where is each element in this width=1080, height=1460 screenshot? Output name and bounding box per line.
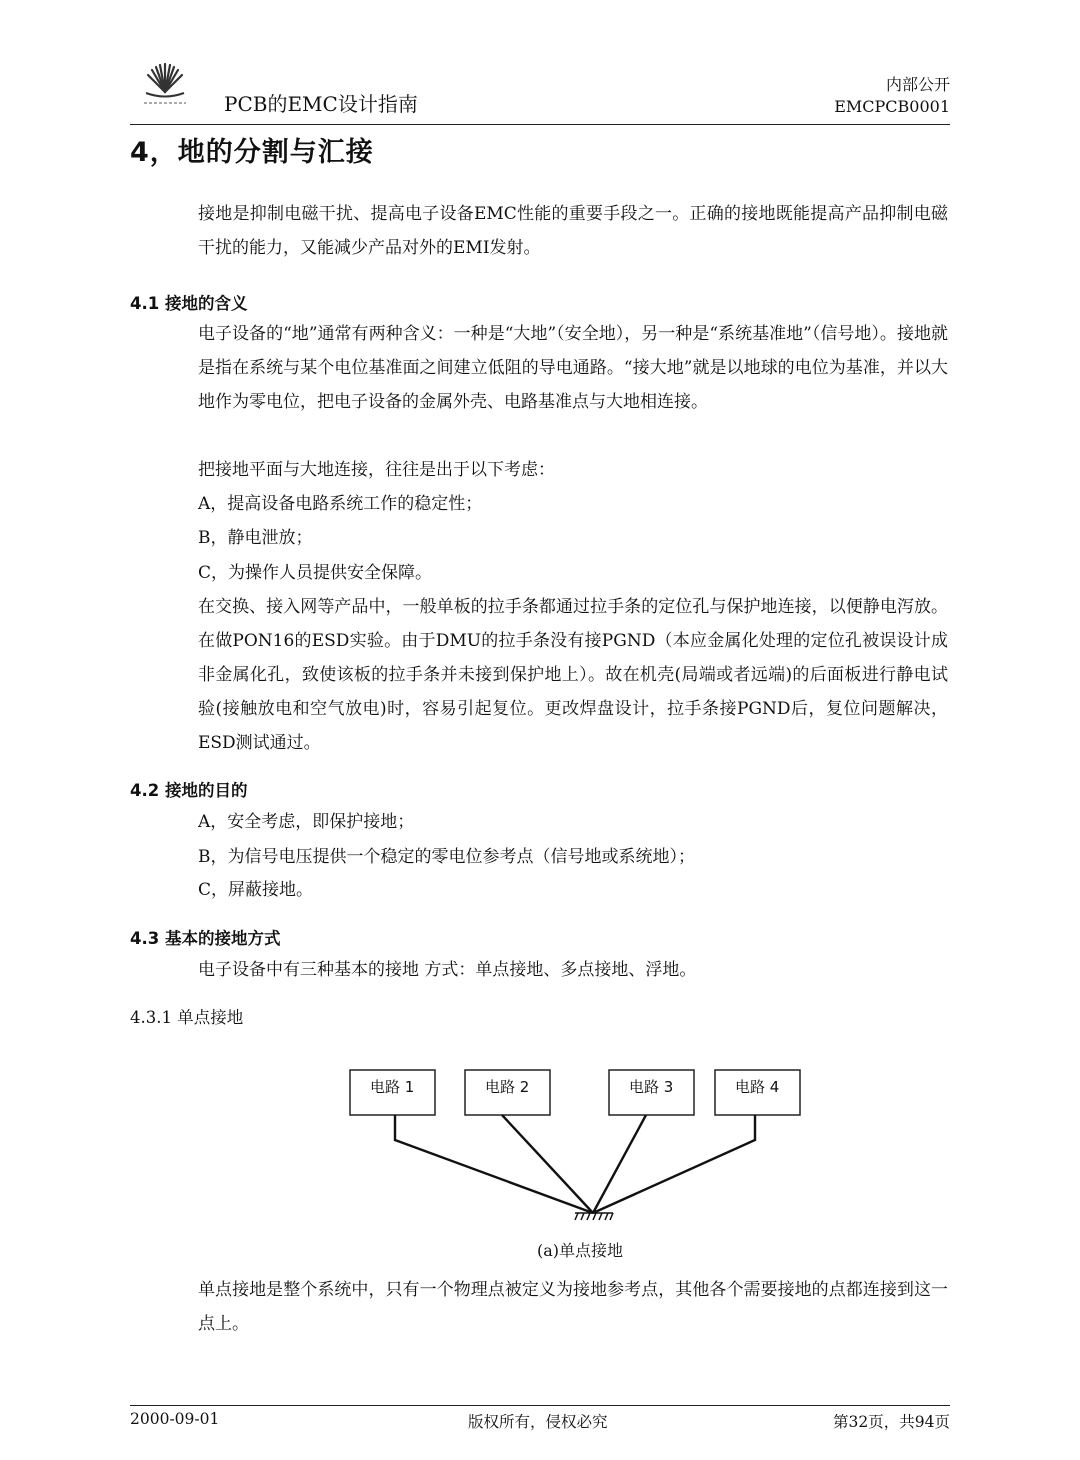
section-4-3-heading: 4.3 基本的接地方式 <box>130 929 281 948</box>
section-4-1-paragraph-2: 把接地平面与大地连接，往往是出于以下考虑： <box>198 460 555 480</box>
document-code: EMCPCB0001 <box>834 97 950 116</box>
section-4-2-heading: 4.2 接地的目的 <box>130 781 248 800</box>
page-header <box>130 60 950 125</box>
ground-wire-1 <box>395 1115 593 1213</box>
section-4-1-heading: 4.1 接地的含义 <box>130 294 248 313</box>
circuit-label-2: 电路 2 <box>485 1078 530 1096</box>
intro-text: 接地是抑制电磁干扰、提高电子设备EMC性能的重要手段之一。正确的接地既能提高产品抑制电磁干扰的能力，又能减少产品对外的EMI发射。 <box>198 204 948 258</box>
footer-page-number: 第32页，共94页 <box>833 1413 950 1431</box>
company-logo <box>130 62 200 110</box>
paragraph-text: 单点接地是整个系统中，只有一个物理点被定义为接地参考点，其他各个需要接地的点都连接到这一点上。 <box>198 1280 948 1334</box>
list-item-b: B，为信号电压提供一个稳定的零电位参考点（信号地或系统地）； <box>198 847 695 867</box>
footer-date: 2000-09-01 <box>130 1410 220 1428</box>
subsection-4-3-1-heading: 4.3.1 单点接地 <box>130 1008 244 1027</box>
circuit-label-1: 电路 1 <box>370 1078 415 1096</box>
section-4-3-paragraph: 电子设备中有三种基本的接地 方式：单点接地、多点接地、浮地。 <box>198 960 697 980</box>
ground-symbol <box>575 1213 613 1220</box>
section-4-1-paragraph-1 <box>130 317 948 419</box>
ground-wire-3 <box>593 1115 646 1213</box>
chapter-title: 4，地的分割与汇接 <box>130 137 374 168</box>
paragraph-text: 在交换、接入网等产品中，一般单板的拉手条都通过拉手条的定位孔与保护地连接，以便静电泻放。 在做PON16的ESD实验。由于DMU的拉手条没有接PGND（本应金属化处理的定位孔被误设计成非金属化孔，致使该板的拉手条并未接到保护地上）。故在机壳(局端或者远端)的后面板进行静电试验(接触放电和空气放电)时，容易引起复位。更改焊盘设计，拉手条接PGND后，复位问题解决，ESD测试通过。 <box>198 597 948 753</box>
footer-copyright: 版权所有，侵权必究 <box>468 1413 608 1431</box>
classification-label: 内部公开 <box>885 75 950 94</box>
paragraph-text: 电子设备的“地”通常有两种含义：一种是“大地”（安全地），另一种是“系统基准地”（信号地）。接地就是指在系统与某个电位基准面之间建立低阻的导电通路。“接大地”就是以地球的电位为基准，并以大地作为零电位，把电子设备的金属外壳、电路基准点与大地相连接。 <box>198 324 948 412</box>
list-item-b: B，静电泄放； <box>198 528 313 548</box>
intro-paragraph <box>130 197 948 265</box>
list-item-c: C，为操作人员提供安全保障。 <box>198 563 433 583</box>
single-point-description <box>130 1273 948 1341</box>
section-4-1-paragraph-3 <box>130 590 948 760</box>
document-title: PCB的EMC设计指南 <box>224 92 418 116</box>
ground-wire-2 <box>502 1115 593 1213</box>
circuit-label-4: 电路 4 <box>735 1078 780 1096</box>
header-meta <box>834 74 950 118</box>
diagram-caption: (a)单点接地 <box>537 1241 624 1260</box>
list-item-a: A，安全考虑，即保护接地； <box>198 812 415 832</box>
ground-wire-4 <box>593 1115 755 1213</box>
circuit-label-3: 电路 3 <box>629 1078 674 1096</box>
single-point-grounding-diagram <box>345 1065 805 1265</box>
list-item-c: C，屏蔽接地。 <box>198 880 314 900</box>
page-footer <box>130 1405 950 1431</box>
list-item-a: A，提高设备电路系统工作的稳定性； <box>198 494 483 514</box>
